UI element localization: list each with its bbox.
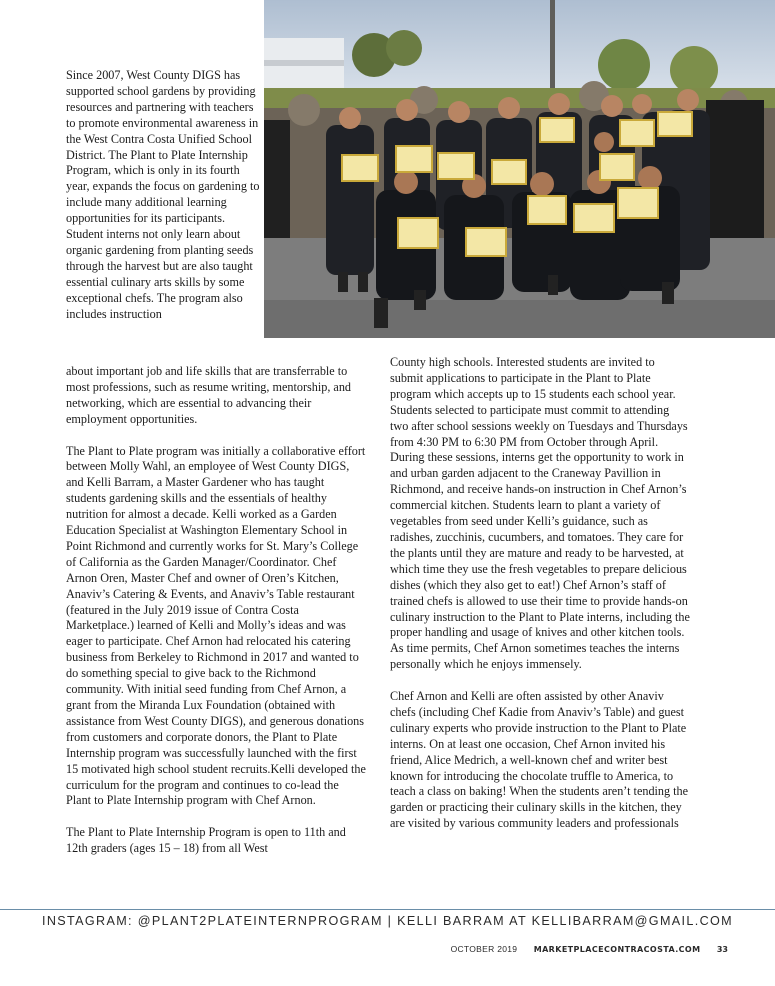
- group-photo-illustration: [264, 0, 775, 338]
- footer-divider: [0, 909, 775, 910]
- paragraph: The Plant to Plate program was initially a collaborative effort between Molly Wahl, an employee of West County DIGS, and Kelli Barram, a Master Gardener who has taught students gardening skills and the essentials of healthy nutrition for almost a decade. Kelli worked as a Garden Education Specialist at Washington Elementary School in Point Richmond and currently works for St. Mary’s College of California as the Garden Manager/Coordinator. Chef Arnon Oren, Master Chef and owner of Oren’s Kitchen, Anaviv’s Catering & Events, and Anaviv’s Table restaurant (featured in the July 2019 issue of Contra Costa Marketplace.) learned of Kelli and Molly’s ideas and was eager to participate. Chef Arnon had relocated his catering business from Berkeley to Richmond in 2017 and wanted to do something special to give back to the Richmond community. With initial seed funding from Chef Arnon, a grant from the Miranda Lux Foundation (obtained with assistance from West County DIGS), and generous donations from customers and corporate donors, the Plant to Plate Internship program was successfully launched with the first 15 motivated high school student recruits.Kelli developed the curriculum for the program and continues to co-lead the Plant to Plate Internship program with Chef Arnon.: [66, 443, 366, 808]
- paragraph: Chef Arnon and Kelli are often assisted by other Anaviv chefs (including Chef Kadie from Anaviv’s Table) and guest culinary experts who provide instruction to the Plant to Plate interns. On at least one occasion, Chef Arnon invited his friend, Alice Medrich, a well-known chef and writer best known for introducing the chocolate truffle to America, to teach a class on baking! When the students aren’t tending the garden or practicing their culinary skills in the kitchen, they are visited by various community leaders and professionals: [390, 689, 689, 831]
- paragraph: about important job and life skills that are transferrable to most professions, such as resume writing, mentorship, and networking, which are essential to advancing their employment opportunities.: [66, 364, 352, 426]
- article-right-column: [390, 355, 690, 832]
- intro-text: Since 2007, West County DIGS has supported school gardens by providing resources and partnering with teachers to promote environmental awareness in the West Contra Costa Unified School District. The Plant to Plate Internship Program, which is only in its fourth year, expands the focus on gardening to include many additional learning opportunities for its participants. Student interns not only learn about organic gardening from planting seeds through the harvest but are also taught essential culinary arts skills by some exceptional chefs. The program also includes instruction: [66, 68, 260, 321]
- contact-line: INSTAGRAM: @PLANT2PLATEINTERNPROGRAM | KELLI BARRAM AT KELLIBARRAM@GMAIL.COM: [41, 914, 734, 928]
- website: MARKETPLACECONTRACOSTA.COM: [533, 945, 701, 954]
- paragraph: County high schools. Interested students are invited to submit applications to participate in the Plant to Plate program which accepts up to 15 students each school year. Students selected to participate must commit to attending two after school sessions weekly on Tuesdays and Thursdays from 4:30 PM to 6:30 PM from October through April. During these sessions, interns get the opportunity to work in and urban garden adjacent to the Craneway Pavillion in Richmond, and receive hands-on instruction in Chef Arnon’s commercial kitchen. Students learn to plant a variety of vegetables from seed under Kelli’s guidance, such as radishes, zucchinis, cucumbers, and tomatoes. They care for the plants until they are mature and ready to be harvested, at which time they use the fresh vegetables to prepare delicious dishes (which they also get to eat!) Chef Arnon’s staff of trained chefs is allowed to use their time to provide hands-on culinary instruction to the Plant to Plate interns, including the proper handling and usage of knives and other kitchen tools. As time permits, Chef Arnon sometimes teaches the interns personally which he enjoys immensely.: [390, 355, 690, 672]
- page-folio: [451, 944, 728, 954]
- issue-date: OCTOBER 2019: [450, 944, 518, 954]
- paragraph: The Plant to Plate Internship Program is open to 11th and 12th graders (ages 15 – 18) from all West: [66, 825, 346, 856]
- group-photo: [264, 0, 775, 338]
- article-left-column: [66, 364, 366, 857]
- page-number: 33: [716, 945, 728, 954]
